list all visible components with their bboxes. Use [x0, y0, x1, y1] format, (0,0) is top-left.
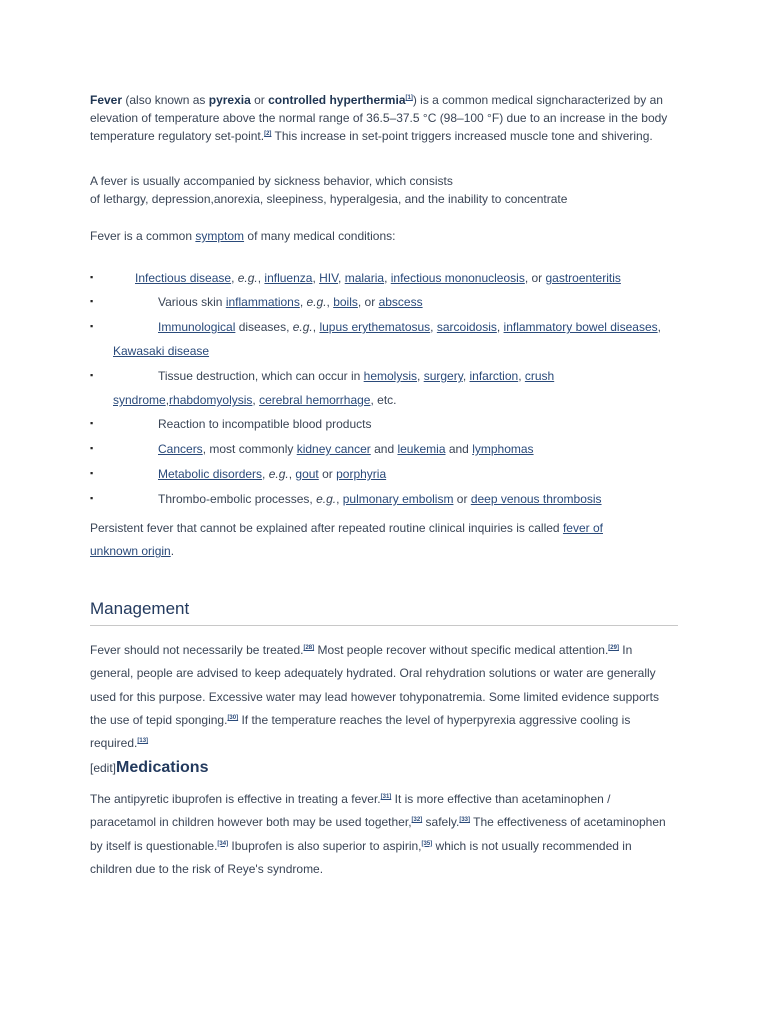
- conditions-intro: Fever is a common symptom of many medical conditions:: [90, 229, 396, 243]
- link-abscess[interactable]: abscess: [378, 295, 423, 309]
- link-fever-unknown-origin[interactable]: fever of unknown origin: [90, 521, 603, 559]
- link-lymphomas[interactable]: lymphomas: [472, 442, 534, 456]
- citation-link[interactable]: [32]: [411, 817, 423, 824]
- term-controlled-hyperthermia: controlled hyperthermia: [268, 93, 406, 107]
- link-cerebral-hemorrhage[interactable]: cerebral hemorrhage: [259, 393, 371, 407]
- link-infectious-mononucleosis[interactable]: infectious mononucleosis: [390, 271, 525, 285]
- section-heading-medications: [edit]Medications: [90, 759, 209, 776]
- link-influenza[interactable]: influenza: [264, 271, 313, 285]
- persistent-fever-paragraph: Persistent fever that cannot be explained after repeated routine clinical inquiries is called fever of unknown origin.: [90, 521, 603, 559]
- citation-link[interactable]: [1]: [405, 95, 413, 101]
- link-hemolysis[interactable]: hemolysis: [363, 369, 418, 383]
- citation-link[interactable]: [34]: [217, 840, 229, 847]
- bullet-marker: ▪: [90, 370, 94, 380]
- citation-link[interactable]: [28]: [303, 645, 315, 651]
- medications-paragraph: The antipyretic ibuprofen is effective in treating a fever.[31] It is more effective than acetaminophen / paracetamol in children however both may be used together,[32] safely.[33] The effectiveness of acetaminophen by itself is questionable.[34] Ibuprofen is also superior to aspirin,[35] which is not usually recommended in children due to the risk of Reye's syndrome.: [90, 792, 666, 876]
- link-infarction[interactable]: infarction: [469, 369, 519, 383]
- link-kawasaki[interactable]: Kawasaki disease: [113, 344, 210, 358]
- link-cancers[interactable]: Cancers: [158, 442, 203, 456]
- link-dvt[interactable]: deep venous thrombosis: [470, 492, 602, 506]
- link-gout[interactable]: gout: [295, 467, 319, 481]
- list-item: Thrombo-embolic processes, e.g., pulmonary embolism or deep venous thrombosis: [158, 492, 602, 506]
- link-gastroenteritis[interactable]: gastroenteritis: [545, 271, 621, 285]
- link-kidney-cancer[interactable]: kidney cancer: [296, 442, 371, 456]
- citation-link[interactable]: [13]: [137, 738, 149, 745]
- term-pyrexia: pyrexia: [208, 93, 251, 107]
- citation-link[interactable]: [29]: [608, 645, 619, 651]
- list-item: Immunological diseases, e.g., lupus erythematosus, sarcoidosis, inflammatory bowel diseases, Kawasaki disease: [113, 320, 661, 358]
- link-sarcoidosis[interactable]: sarcoidosis: [436, 320, 497, 334]
- link-boils[interactable]: boils: [333, 295, 358, 309]
- link-leukemia[interactable]: leukemia: [397, 442, 446, 456]
- bullet-marker: ▪: [90, 321, 94, 331]
- citation-link[interactable]: [30]: [227, 714, 239, 721]
- bullet-marker: ▪: [90, 272, 94, 282]
- link-surgery[interactable]: surgery: [423, 369, 463, 383]
- list-item: Tissue destruction, which can occur in hemolysis, surgery, infarction, crush syndrome,rhabdomyolysis, cerebral hemorrhage, etc.: [113, 369, 555, 407]
- link-porphyria[interactable]: porphyria: [336, 467, 387, 481]
- list-item: Reaction to incompatible blood products: [158, 417, 372, 431]
- bullet-marker: ▪: [90, 296, 94, 306]
- link-metabolic-disorders[interactable]: Metabolic disorders: [158, 467, 263, 481]
- management-paragraph: Fever should not necessarily be treated.[28] Most people recover without specific medical attention.[29] In general, people are advised to keep adequately hydrated. Oral rehydration solutions or water are generally used for this purpose. Excessive water may lead however tohyponatremia. Some limited evidence supports the use of tepid sponging.[30] If the temperature reaches the level of hyperpyrexia aggressive cooling is required.[13]: [90, 643, 659, 751]
- section-heading-management: Management: [90, 598, 678, 626]
- citation-link[interactable]: [33]: [459, 817, 470, 824]
- list-item: Various skin inflammations, e.g., boils, or abscess: [158, 295, 423, 309]
- link-immunological[interactable]: Immunological: [158, 320, 236, 334]
- list-item: Infectious disease, e.g., influenza, HIV, malaria, infectious mononucleosis, or gastroenteritis: [135, 271, 621, 285]
- link-pulmonary-embolism[interactable]: pulmonary embolism: [342, 492, 454, 506]
- link-ibd[interactable]: inflammatory bowel diseases: [503, 320, 658, 334]
- link-infectious-disease[interactable]: Infectious disease: [135, 271, 232, 285]
- bullet-marker: ▪: [90, 493, 94, 503]
- list-item: Metabolic disorders, e.g., gout or porphyria: [158, 467, 387, 481]
- link-malaria[interactable]: malaria: [344, 271, 385, 285]
- bullet-marker: ▪: [90, 418, 94, 428]
- link-symptom[interactable]: symptom: [195, 229, 245, 243]
- sickness-behavior-paragraph: A fever is usually accompanied by sickness behavior, which consists of lethargy, depression,anorexia, sleepiness, hyperalgesia, and the inability to concentrate: [90, 174, 568, 206]
- link-hiv[interactable]: HIV: [319, 271, 339, 285]
- citation-link[interactable]: [35]: [421, 840, 433, 847]
- edit-link[interactable]: [edit]: [90, 761, 117, 775]
- citation-link[interactable]: [2]: [264, 131, 272, 137]
- term-fever: Fever: [90, 93, 123, 107]
- bullet-marker: ▪: [90, 468, 94, 478]
- citation-link[interactable]: [31]: [380, 794, 392, 800]
- link-inflammations[interactable]: inflammations: [225, 295, 300, 309]
- list-item: Cancers, most commonly kidney cancer and leukemia and lymphomas: [158, 442, 534, 456]
- link-rhabdomyolysis[interactable]: rhabdomyolysis: [169, 393, 253, 407]
- link-crush-syndrome[interactable]: crush syndrome: [113, 369, 555, 407]
- intro-paragraph: Fever (also known as pyrexia or controlled hyperthermia[1]) is a common medical signcharacterized by an elevation of temperature above the normal range of 36.5–37.5 °C (98–100 °F) due to an increase in the body temperature regulatory set-point.[2] This increase in set-point triggers increased muscle tone and shivering.: [90, 93, 668, 143]
- link-lupus[interactable]: lupus erythematosus: [319, 320, 431, 334]
- bullet-marker: ▪: [90, 443, 94, 453]
